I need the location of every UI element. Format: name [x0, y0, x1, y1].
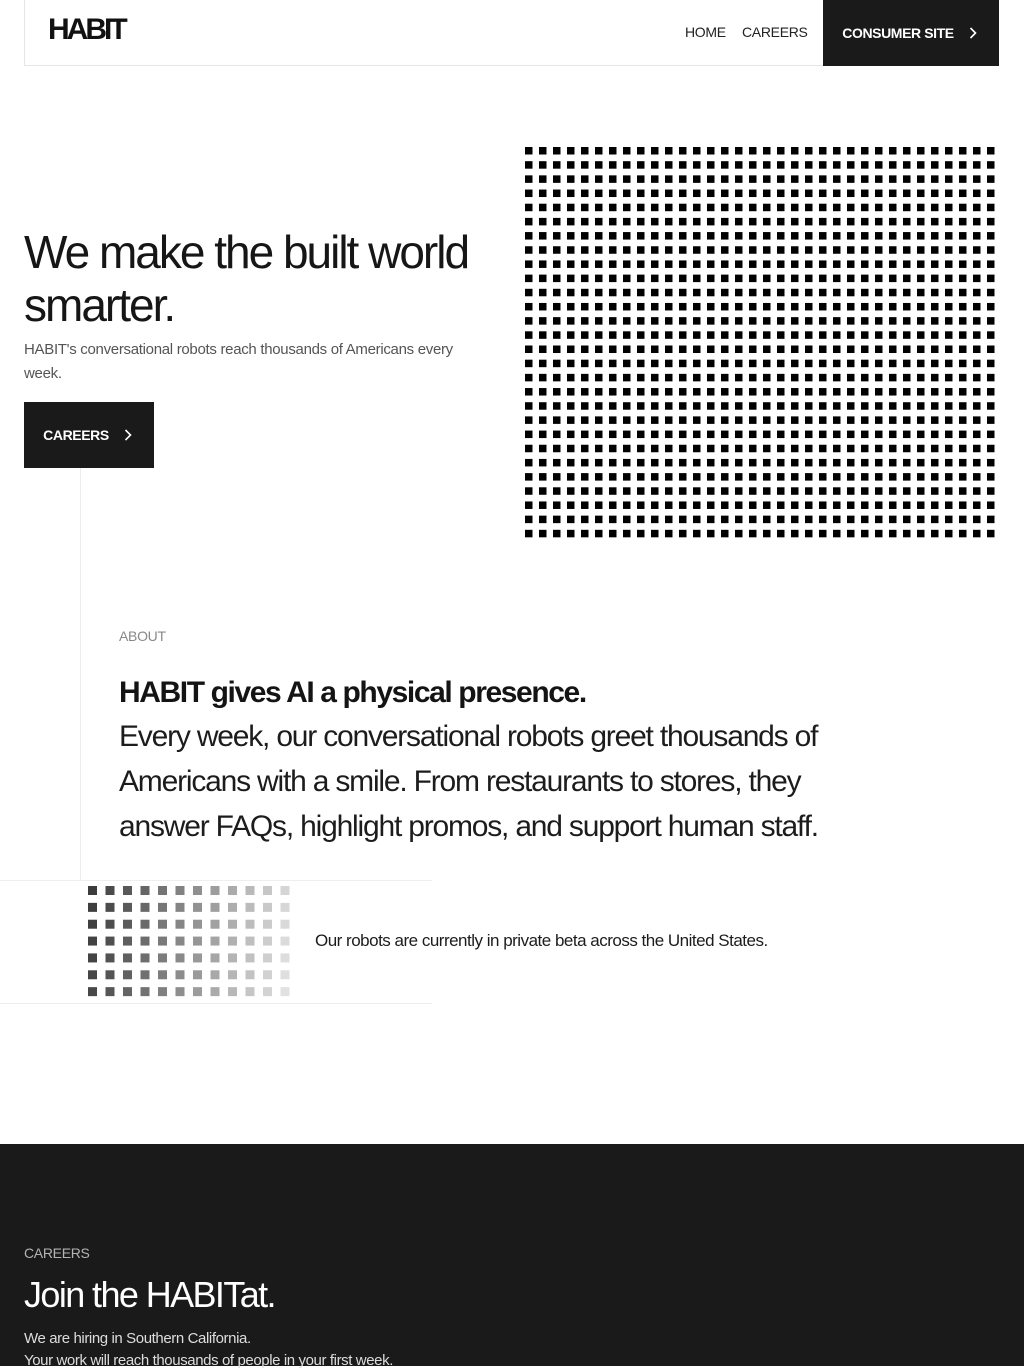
- consumer-site-label: CONSUMER SITE: [842, 25, 954, 41]
- careers-title: Join the HABITat.: [24, 1274, 275, 1315]
- hero-careers-button[interactable]: [24, 402, 154, 468]
- about-label: ABOUT: [119, 628, 166, 644]
- dot-pattern-graphic: [524, 146, 1000, 543]
- nav-careers[interactable]: CAREERS: [742, 24, 808, 40]
- careers-line-1: We are hiring in Southern California.: [24, 1330, 251, 1347]
- careers-label: CAREERS: [24, 1245, 90, 1261]
- beta-note: Our robots are currently in private beta across the United States.: [315, 931, 768, 950]
- chevron-right-icon: [121, 428, 135, 442]
- hero-subtitle: HABIT's conversational robots reach thousands of Americans every week.: [24, 341, 453, 382]
- divider-line: [80, 468, 81, 880]
- about-body: Every week, our conversational robots greet thousands of Americans with a smile. From restaurants to stores, they answer FAQs, highlight promos, and support human staff.: [119, 720, 818, 843]
- hero-title: We make the built world smarter.: [24, 226, 469, 331]
- gradient-dot-graphic: [86, 885, 296, 1003]
- nav-home[interactable]: HOME: [685, 24, 726, 40]
- consumer-site-button[interactable]: [823, 0, 999, 66]
- chevron-right-icon: [966, 26, 980, 40]
- site-header: [24, 0, 999, 66]
- hero-careers-label: CAREERS: [43, 427, 109, 443]
- habit-logo[interactable]: HABIT: [48, 13, 125, 46]
- careers-subtitle: [24, 1328, 624, 1372]
- careers-line-2: Your work will reach thousands of people in your first week.: [24, 1352, 393, 1369]
- about-heading: HABIT gives AI a physical presence.: [119, 676, 586, 709]
